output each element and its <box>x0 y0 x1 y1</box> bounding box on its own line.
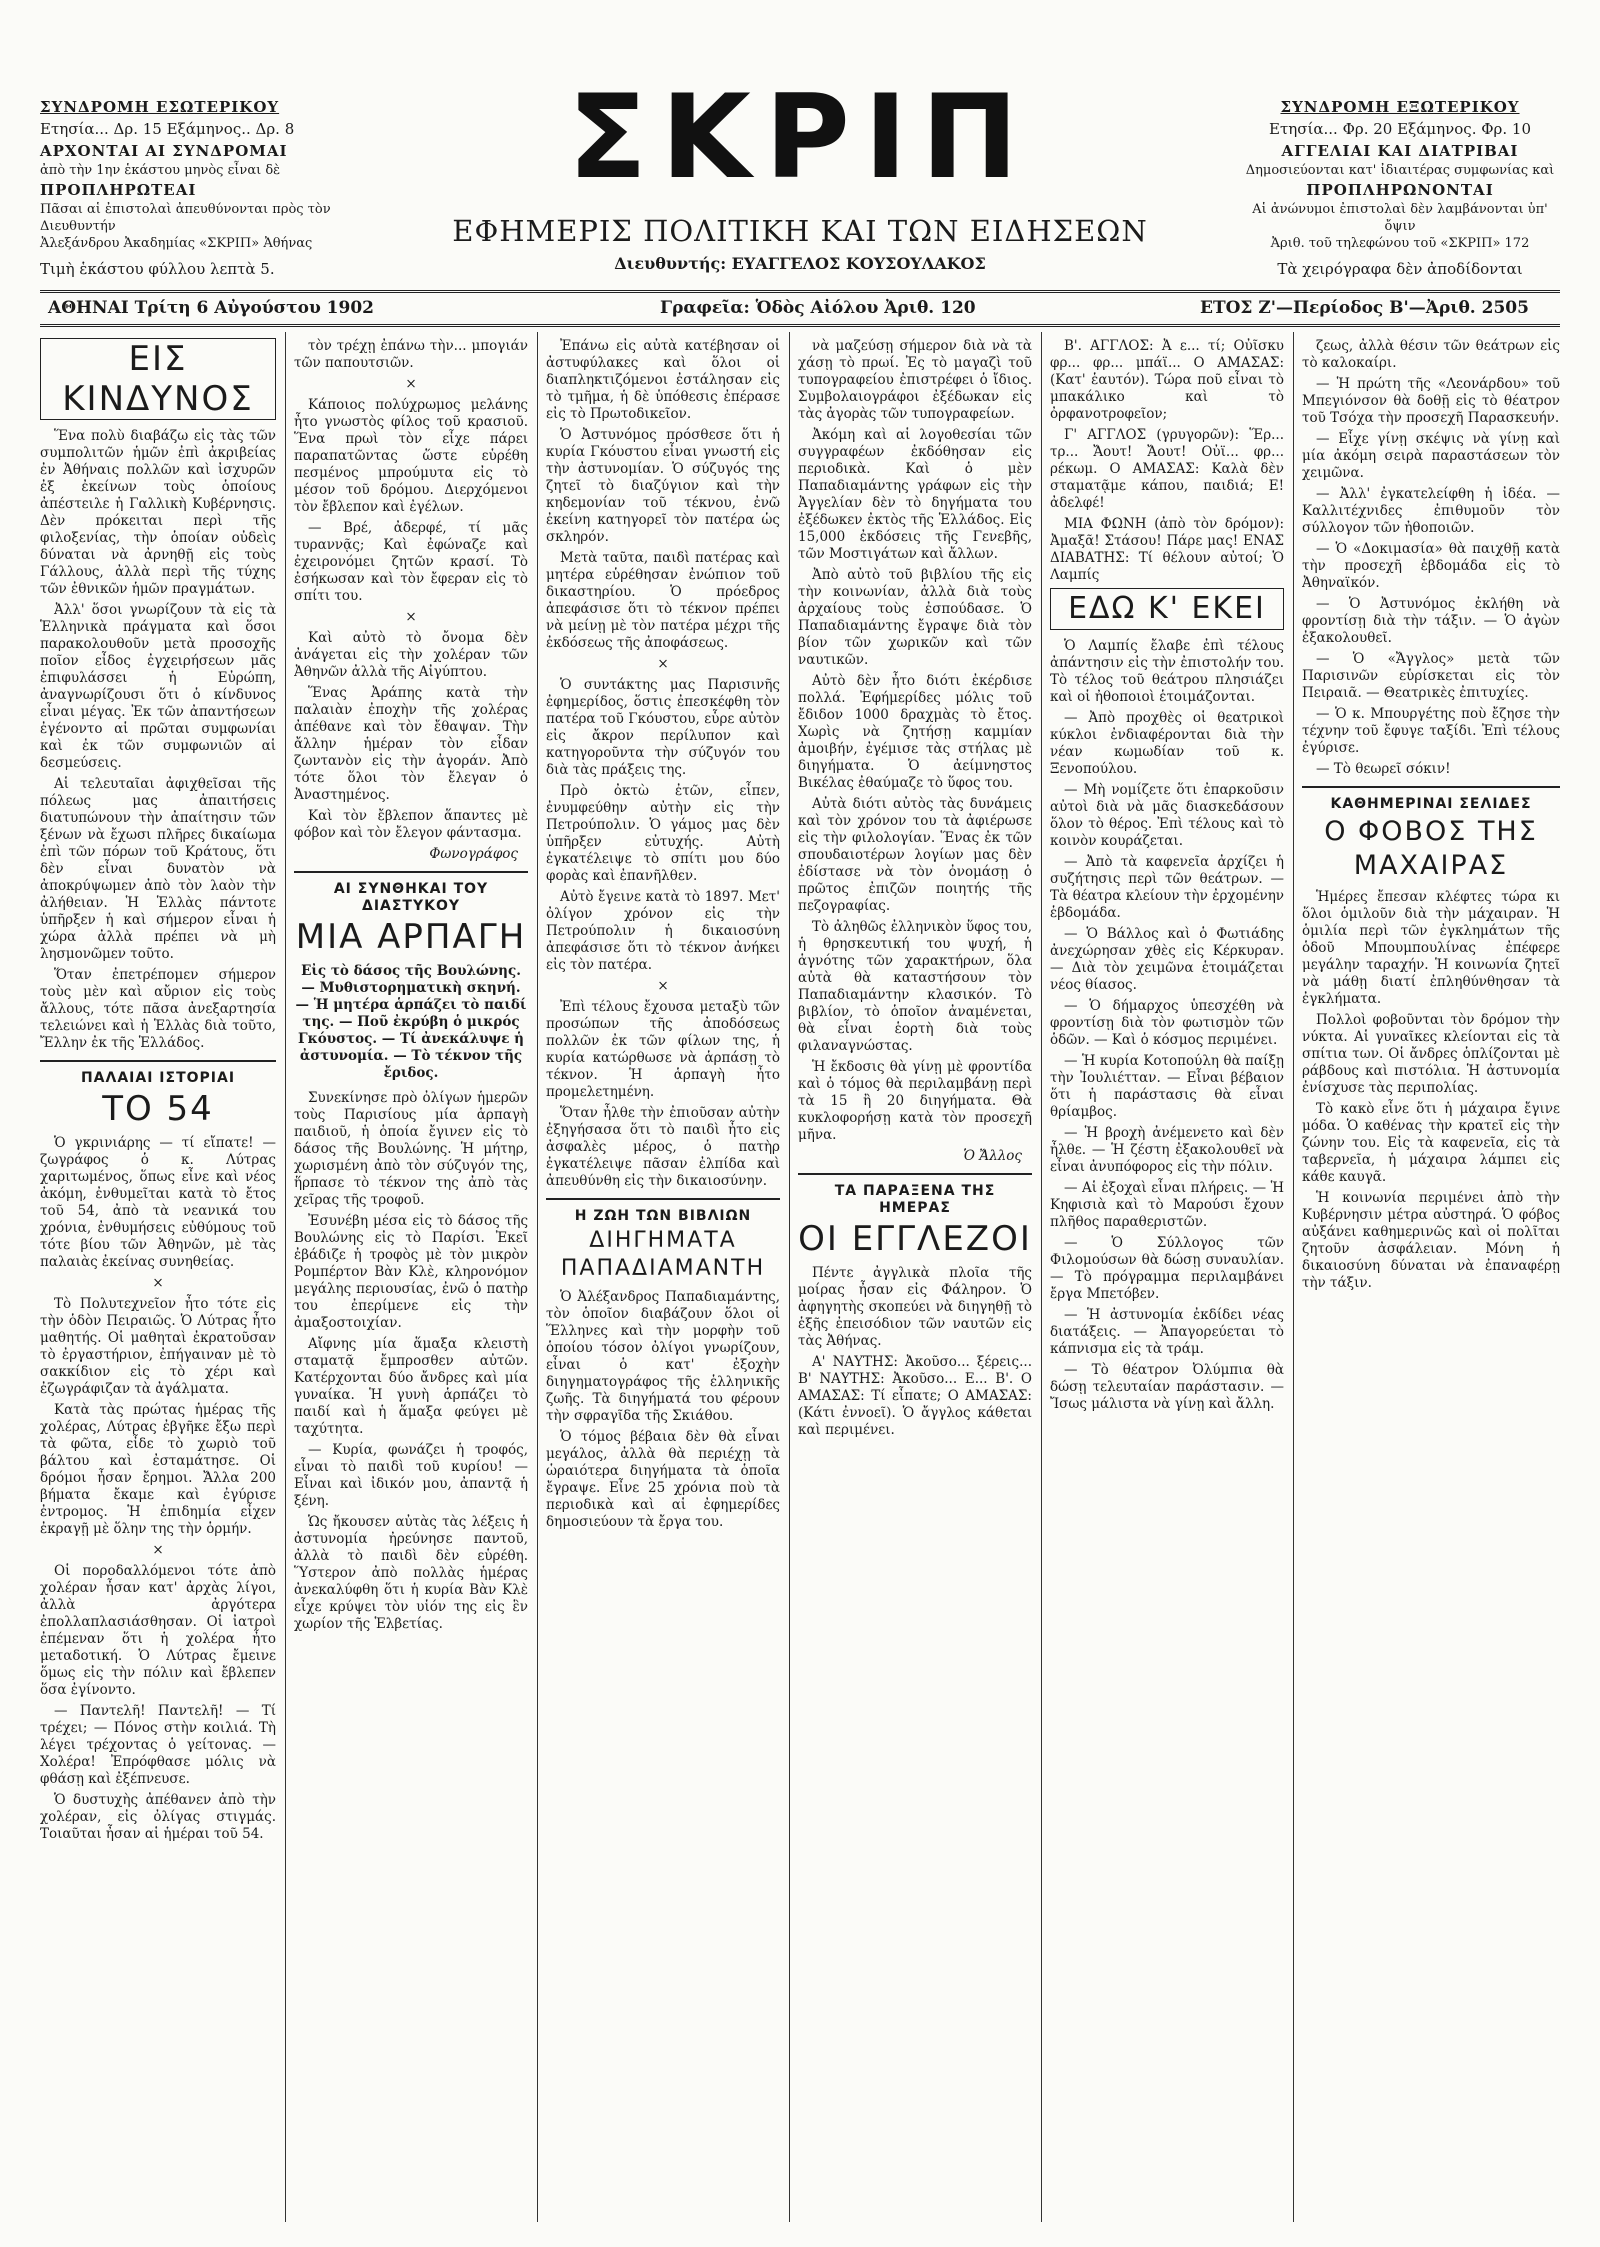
paragraph: Ὁ Λαμπίς ἔλαβε ἐπὶ τέλους ἀπάντησιν εἰς τὴν ἐπιστολήν του. Τὸ τέλος τοῦ θεάτρου πλησιάζει καὶ οἱ ἠθοποιοὶ ἑτοιμάζονται. <box>1050 638 1284 705</box>
paragraph: — Ἡ κυρία Κοτοπούλη θὰ παίξῃ τὴν Ἰουλιέτταν. — Εἶναι βέβαιον ὅτι ἡ παράστασις θὰ εἶναι θρίαμβος. <box>1050 1053 1284 1120</box>
subscription-foreign-line2: Δημοσιεύονται κατ' ἰδιαιτέρας συμφωνίας καὶ <box>1245 163 1555 178</box>
paragraph: — Ὁ Ἀστυνόμος ἐκλήθη νὰ φροντίσῃ διὰ τὴν τάξιν. — Ὁ ἀγὼν ἐξακολουθεῖ. <box>1302 596 1560 646</box>
paragraph: — Ὁ Σύλλογος τῶν Φιλομούσων θὰ δώσῃ συναυλίαν. — Τὸ πρόγραμμα περιλαμβάνει ἔργα Μπετόβεν. <box>1050 1235 1284 1302</box>
paragraph: Τὸ ἀληθῶς ἐλληνικὸν ὕφος του, ἡ θρησκευτική του ψυχή, ἡ ἁγνότης τῶν χαρακτήρων, ὅλα αὐτὰ θὰ καταστήσουν τὸν Παπαδιαμάντην κλασικόν. Τὸ βιβλίον, τὸ ὁποῖον ἀναμένεται, θὰ εἶναι ἑορτὴ διὰ τοὺς φιλαναγνώστας. <box>798 919 1032 1054</box>
article-heading-papadiamantis: ΔΙΗΓΗΜΑΤΑ ΠΑΠΑΔΙΑΜΑΝΤΗ <box>560 1228 766 1281</box>
paragraph: Αἱ τελευταῖαι ἀφιχθεῖσαι τῆς πόλεως μας ἀπαιτήσεις διατυπώνουν τὴν ἀπαίτησιν τῶν ξένων νὰ ἔχωσι πλῆρες δικαίωμα ἐπὶ τῶν πόρων τοῦ Κράτους, ὅτι δὲν εἶναι δυνατὸν νὰ ἀποκρύψωμεν ἀπὸ τὸν λαὸν τὴν ἀλήθειαν. Ἡ Ἑλλὰς πάντοτε ὑπῆρξεν ἡ καὶ σήμερον εἶναι ἡ χώρα ἀλλὰ πρέπει νὰ μὴ λησμονῶμεν τοῦτο. <box>40 776 276 962</box>
subscription-foreign-rates: Ετησία... Φρ. 20 Εξάμηνος. Φρ. 10 <box>1269 120 1531 138</box>
paragraph: Ὅταν ἦλθε τὴν ἐπιοῦσαν αὐτὴν ἐξηγήσασα ὅτι τὸ παιδὶ ἦτο εἰς ἀσφαλὲς μέρος, ὁ πατὴρ ἐγκατέλειψε πᾶσαν ἐλπίδα καὶ ἀπευθύνθη εἰς τὴν δικαιοσύνην. <box>546 1105 780 1189</box>
article-deck: Εἰς τὸ δάσος τῆς Βουλώνης. — Μυθιστορηματικὴ σκηνή. — Ἡ μητέρα ἁρπάζει τὸ παιδί της. — Ποῦ ἐκρύβη ὁ μικρός Γκόυστος. — Τί ἀνεκάλυψε ἡ ἀστυνομία. — Τὸ τέκνον τῆς ἔριδος. <box>295 963 527 1081</box>
paragraph: Ἐπάνω εἰς αὐτὰ κατέβησαν οἱ ἀστυφύλακες καὶ ὅλοι οἱ διαπληκτιζόμενοι ἐστάλησαν εἰς τὸ τμῆμα, ἡ δὲ ὑπόθεσις ἐπέρασε εἰς τὸ Πρωτοδικεῖον. <box>546 338 780 422</box>
paragraph: — Κυρία, φωνάζει ἡ τροφός, εἶναι τὸ παιδὶ τοῦ κυρίου! — Εἶναι καὶ ἰδικόν μου, ἀπαντᾷ ἡ ξένη. <box>294 1442 528 1509</box>
paragraph: — Μὴ νομίζετε ὅτι ἐπαρκοῦσιν αὐτοὶ διὰ νὰ μᾶς διασκεδάσουν ὅλον τὸ θέρος. Ἐπὶ τέλους καὶ τὸ κοινὸν κουράζεται. <box>1050 782 1284 849</box>
paragraph: — Ἀπὸ προχθὲς οἱ θεατρικοὶ κύκλοι ἐνδιαφέρονται διὰ τὴν νέαν κωμωδίαν τοῦ κ. Ξενοπούλου. <box>1050 710 1284 777</box>
section-rule <box>546 1198 780 1200</box>
byline: Ὁ Ἄλλος <box>963 1148 1022 1164</box>
paragraph: Ὡς ἤκουσεν αὐτὰς τὰς λέξεις ἡ ἀστυνομία ἠρεύνησε παντοῦ, ἀλλὰ τὸ παιδὶ δὲν εὑρέθη. Ὕστερον ἀπὸ πολλὰς ἡμέρας ἀνεκαλύφθη ὅτι ἡ κυρία Βὰν Κλὲ εἶχε κρύψει τὸν υἱόν της εἰς ἓν χωρίον τῆς Ἑλβετίας. <box>294 1514 528 1632</box>
paragraph: Ἀκόμη καὶ αἱ λογοθεσίαι τῶν συγγραφέων ἐκδόθησαν εἰς περιοδικὰ. Καὶ ὁ μὲν Παπαδιαμάντης γράφων εἰς τὴν Ἀγγελίαν δὲν τὸ δηγήματα του ἐξέδωκεν ἐκτὸς τῆς Ἑλλάδος. Εἰς 15,000 ἐκδόσεις τῆς Γενεβῆς, τῶν Μοστιγάτων καὶ ἄλλων. <box>798 427 1032 562</box>
separator-mark: × <box>152 1275 164 1291</box>
article-heading-englezoi: ΟΙ ΕΓΓΛΕΖΟΙ <box>798 1219 1032 1259</box>
paragraph: — Ἡ πρώτη τῆς «Λεονάρδου» τοῦ Μπεγιόνσον θὰ δοθῇ εἰς τὸ θέατρον τοῦ Τσόχα τὴν προσεχῆ Παρασκευήν. <box>1302 376 1560 426</box>
section-heading: ΑΙ ΣΥΝΘΗΚΑΙ ΤΟΥ ΔΙΑΣΤΥΚΟΥ <box>333 881 489 914</box>
subscription-domestic <box>40 96 350 280</box>
paragraph: — Παντελῆ! Παντελῆ! — Τί τρέχει; — Πόνος στὴν κοιλιά. Τὴ λέγει τρέχοντας ὁ γείτονας. — Χολέρα! Ἐπρόφθασε μόλις νὰ φθάσῃ καὶ ἐξέπνευσε. <box>40 1703 276 1787</box>
column-2 <box>294 338 528 2208</box>
subscription-domestic-line4: Πᾶσαι αἱ ἐπιστολαὶ ἀπευθύνονται πρὸς τὸν Διευθυντήν <box>40 202 331 234</box>
issue-date: ΑΘΗΝΑΙ Τρίτη 6 Αὐγούστου 1902 <box>48 298 374 318</box>
section-rule <box>1302 786 1560 788</box>
paragraph: Γ' ΑΓΓΛΟΣ (γρυγορῶν): Ἕρ... τρ... Ἄουτ! Ἄουτ! Οὐϊ... φρ... ρέκωμ. Ο ΑΜΑΣΑΣ: Καλὰ δὲν σταματᾷμε κάπου, παιδιά; Ε! ἀδελφέ! <box>1050 427 1284 511</box>
masthead-rule-top <box>40 290 1560 293</box>
subscription-foreign-line1: ΑΓΓΕΛΙΑΙ ΚΑΙ ΔΙΑΤΡΙΒΑΙ <box>1281 142 1519 160</box>
paragraph: Ἐσυνέβη μέσα εἰς τὸ δάσος τῆς Βουλώνης εἰς τὸ Παρίσι. Ἐκεῖ ἐβάδιζε ἡ τροφὸς μὲ τὸν μικρὸν Ρομπέρτον Βὰν Κλὲ, κληρονόμον μεγάλης περιουσίας, ἐνῶ ὁ πατὴρ του ἐπερίμενε εἰς τὴν ἀμαξοστοιχίαν. <box>294 1213 528 1331</box>
paragraph: Ἡ κοινωνία περιμένει ἀπὸ τὴν Κυβέρνησιν μέτρα αὐστηρά. Ὁ φόβος αὐξάνει καθημερινῶς καὶ οἱ πολῖται ζητοῦν ἀσφάλειαν. Μόνη ἡ δικαιοσύνη δύναται νὰ ἐπαναφέρῃ τὴν τάξιν. <box>1302 1190 1560 1291</box>
paragraph: Ἀλλ' ὅσοι γνωρίζουν τὰ εἰς τὰ Ἑλληνικὰ πράγματα καὶ ὅσοι παρακολουθοῦν μετὰ προσοχῆς ποῖον εἶδος ἐγχειρήσεων μᾶς ἐπιφυλάσσει ἡ Εὐρώπη, ἀναγνωρίζουσι ὅτι ὁ κίνδυνος εἶναι μέγας. Ἐκ τῶν ἀπαντήσεων ἐγένοντο αἱ πρῶται συμφωνίαι καὶ ἐκ τῶν συμφωνιῶν αἱ δεσμεύσεις. <box>40 602 276 771</box>
subscription-foreign-heading: ΣΥΝΔΡΟΜΗ ΕΞΩΤΕΡΙΚΟΥ <box>1280 98 1520 116</box>
paragraph: νὰ μαζεύσῃ σήμερον διὰ νὰ τὰ χάσῃ τὸ πρωί. Ἐς τὸ μαγαζὶ τοῦ τυπογραφείου ἐπιστρέφει ὁ ἴδιος. Συμβολαιογράφοι ἐξέδωκαν εἰς τὰς ἀγορὰς τῶν τυπογραφείων. <box>798 338 1032 422</box>
paragraph: Ἐπὶ τέλους ἔχουσα μεταξὺ τῶν προσώπων τῆς ἀποδόσεως πολλῶν ἐκ τῶν φίλων της, ἡ κυρία κατώρθωσε νὰ ἁρπάσῃ τὸ τέκνον. Ἡ ἁρπαγὴ ἦτο προμελετημένη. <box>546 999 780 1100</box>
column-1 <box>40 338 276 2208</box>
paragraph: Πρὸ ὀκτὼ ἐτῶν, εἶπεν, ἐνυμφεύθην αὐτὴν εἰς τὴν Πετρούπολιν. Ὁ γάμος μας δὲν ὑπῆρξεν εὐτυχής. Αὐτὴ ἐγκατέλειψε τὸ σπίτι μου δύο φορὰς καὶ ἐπανῆλθεν. <box>546 783 780 884</box>
byline: Φωνογράφος <box>429 846 518 862</box>
paragraph: Πολλοὶ φοβοῦνται τὸν δρόμον τὴν νύκτα. Αἱ γυναῖκες κλείονται εἰς τὰ σπίτια των. Οἱ ἄνδρες ὁπλίζονται μὲ ράβδους καὶ πιστόλια. Ἡ ἀστυνομία ἐνίσχυσε τὰς περιπολίας. <box>1302 1012 1560 1096</box>
article-heading-to-54: ΤΟ 54 <box>102 1089 214 1129</box>
newspaper-editor: Διευθυντής: ΕΥΑΓΓΕΛΟΣ ΚΟΥΣΟΥΛΑΚΟΣ <box>614 254 986 273</box>
paragraph: Ὁ τόμος βέβαια δὲν θὰ εἶναι μεγάλος, ἀλλὰ θὰ περιέχῃ τὰ ὡραιότερα διηγήματα τὰ ὁποῖα ἔγραψε. Εἶνε 25 χρόνια ποὺ τὰ περιοδικὰ καὶ αἱ ἐφημερίδες δημοσιεύουν τὰ ἔργα του. <box>546 1429 780 1530</box>
paragraph: Αὐτὸ ἔγεινε κατὰ τὸ 1897. Μετ' ὀλίγον χρόνον εἰς τὴν Πετρούπολιν ἡ δικαιοσύνη ἀπεφάσισε ὅτι τὸ τέκνον ἀνήκει εἰς τὸν πατέρα. <box>546 889 780 973</box>
office-address: Γραφεῖα: Ὁδὸς Αἰόλου Ἀριθ. 120 <box>660 298 976 318</box>
paragraph: ΜΙΑ ΦΩΝΗ (ἀπὸ τὸν δρόμον): Ἀμαξᾶ! Στάσου! Πάρε μας! ΕΝΑΣ ΔΙΑΒΑΤΗΣ: Τί θέλουν αὐτοί; Ὁ Λαμπίς <box>1050 516 1284 583</box>
paragraph: — Ὁ Βάλλος καὶ ὁ Φωτιάδης ἀνεχώρησαν χθὲς εἰς Κέρκυραν. — Διὰ τὸν χειμῶνα ἑτοιμάζεται νέος θίασος. <box>1050 926 1284 993</box>
article-heading-edo-k-ekei: ΕΔΩ Κ' ΕΚΕΙ <box>1050 588 1284 630</box>
column-3 <box>546 338 780 2208</box>
paragraph: — Ἀπὸ τὰ καφενεῖα ἀρχίζει ἡ συζήτησις περὶ τῶν θεάτρων. — Τὰ θέατρα κλείουν τὴν ἐρχομένην ἑβδομάδα. <box>1050 854 1284 921</box>
subscription-domestic-line3: ΠΡΟΠΛΗΡΩΤΕΑΙ <box>40 181 197 199</box>
paragraph: — Ὁ κ. Μπουργέτης ποὺ ἔζησε τὴν τέχνην τοῦ ἔφυγε ταξίδι. Ἐπὶ τέλους ἐγύρισε. <box>1302 706 1560 756</box>
section-rule <box>40 1060 276 1062</box>
paragraph: — Εἶχε γίνῃ σκέψις νὰ γίνῃ καὶ μία ἀκόμη σειρὰ παραστάσεων τὸν χειμῶνα. <box>1302 431 1560 481</box>
subscription-domestic-rates: Ετησία... Δρ. 15 Εξάμηνος.. Δρ. 8 <box>40 120 295 138</box>
paragraph: Πέντε ἀγγλικὰ πλοῖα τῆς μοίρας ἦσαν εἰς Φάληρον. Ὁ ἀφηγητὴς σκοπεύει νὰ διηγηθῇ τὸ ἑξῆς ἐπεισόδιον τῶν ναυτῶν εἰς τὰς Ἀθήνας. <box>798 1265 1032 1349</box>
paragraph: Κάποιος πολύχρωμος μελάνης ἦτο γνωστὸς φίλος τοῦ κρασιοῦ. Ἕνα πρωὶ τὸν εἶχε πάρει παραπατῶντας ὥστε εὑρέθη πεσμένος μπρούμυτα εἰς τὸ μέσον τοῦ δρόμου. Διερχόμενοι τὸν ἔβλεπον καὶ ἐγέλων. <box>294 397 528 515</box>
paragraph: Ἀπὸ αὐτὸ τοῦ βιβλίου τῆς εἰς τὴν κοινωνίαν, ἀλλὰ διὰ τοὺς ἀρχαίους τοὺς ἐσπούδασε. Ὁ Παπαδιαμάντης ἔγραψε διὰ τὸν βίον τῶν χωρικῶν καὶ τῶν ναυτικῶν. <box>798 567 1032 668</box>
paragraph: — Ἀλλ' ἐγκατελείφθη ἡ ἰδέα. — Καλλιτέχνιδες ἐπιθυμοῦν τὸν σύλλογον τῶν ἠθοποιῶν. <box>1302 486 1560 536</box>
paragraph: Β'. ΑΓΓΛΟΣ: Ἀ ε... τί; Οὐῖσκυ φρ... φρ... μπάϊ... Ο ΑΜΑΣΑΣ: (Κατ' ἑαυτόν). Τώρα ποῦ εἶναι τὸ μπακάλικο καὶ τὸ ὀρφανοτροφεῖον; <box>1050 338 1284 422</box>
section-rule <box>294 871 528 873</box>
masthead-rule-bottom <box>40 324 1560 327</box>
paragraph: Συνεκίνησε πρὸ ὀλίγων ἡμερῶν τοὺς Παρισίους μία ἁρπαγὴ παιδιοῦ, ἡ ὁποία ἔγινεν εἰς τὸ δάσος τῆς Βουλώνης. Ἡ μήτηρ, χωρισμένη ἀπὸ τὸν σύζυγόν της, ἥρπασε τὸ τέκνον της ἀπὸ τὰς χεῖρας τῆς τροφοῦ. <box>294 1090 528 1208</box>
paragraph: Οἱ ποροδαλλόμενοι τότε ἀπὸ χολέραν ἦσαν κατ' ἀρχὰς λίγοι, ἀλλὰ ἀργότερα ἐπολλαπλασιάσθησαν. Οἱ ἰατροὶ ἐπέμεναν ὅτι ἡ χολέρα ἦτο μεταδοτική. Ὁ Λύτρας ἔμεινε ὅμως εἰς τὴν πόλιν καὶ ἔβλεπεν ὅσα ἐγίνοντο. <box>40 1563 276 1698</box>
paragraph: — Αἱ ἐξοχαὶ εἶναι πλήρεις. — Ἡ Κηφισιὰ καὶ τὸ Μαρούσι ἔχουν πλῆθος παραθεριστῶν. <box>1050 1180 1284 1230</box>
separator-mark: × <box>657 656 669 672</box>
paragraph: Ἕνας Ἀράπης κατὰ τὴν παλαιὰν ἐποχὴν τῆς χολέρας ἀπέθανε καὶ τὸν ἔθαψαν. Τὴν ἄλλην ἡμέραν τὸν εἶδαν ζωντανὸν εἰς τὴν ἀγοράν. Ἀπὸ τότε ὅλοι τὸν ἔλεγαν ὁ Ἀναστημένος. <box>294 685 528 803</box>
paragraph: Ὅταν ἐπετρέπομεν σήμερον τοὺς μὲν καὶ αὔριον εἰς τοὺς ἄλλους, τότε πᾶσα ἀνεξαρτησία τελειώνει καὶ ἡ Ἑλλὰς διὰ τοῦτο, Ἔλλην ἐκ τῆς Ἑλλάδος. <box>40 967 276 1051</box>
paragraph: Ὁ Ἀλέξανδρος Παπαδιαμάντης, τὸν ὁποῖον διαβάζουν ὅλοι οἱ Ἕλληνες καὶ τὴν μορφὴν τοῦ ὁποίου τόσον ὀλίγοι γνωρίζουν, εἶναι ὁ κατ' ἐξοχὴν διηγηματογράφος τῆς ἑλληνικῆς ζωῆς. Τὰ διηγήματά του φέρουν τὴν σφραγῖδα τῆς Σκιάθου. <box>546 1289 780 1424</box>
paragraph: — Ὁ «Δοκιμασία» θὰ παιχθῇ κατὰ τὴν προσεχῆ ἑβδομάδα εἰς τὸ Ἀθηναϊκόν. <box>1302 541 1560 591</box>
article-heading-kindynos: ΕΙΣ ΚΙΝΔΥΝΟΣ <box>40 338 276 420</box>
column-4 <box>798 338 1032 2208</box>
manuscripts-note: Τὰ χειρόγραφα δὲν ἀποδίδονται <box>1277 260 1523 278</box>
subscription-foreign-line5: Ἀριθ. τοῦ τηλεφώνου τοῦ «ΣΚΡΙΠ» 172 <box>1270 236 1530 251</box>
subscription-domestic-line2: ἀπὸ τὴν 1ην ἑκάστου μηνὸς εἶναι δὲ <box>40 163 281 178</box>
section-heading-book-life: Η ΖΩΗ ΤΩΝ ΒΙΒΛΙΩΝ <box>574 1208 752 1224</box>
paragraph: Καὶ τὸν ἔβλεπον ἅπαντες μὲ φόβον καὶ τὸν ἔλεγον φάντασμα. <box>294 808 528 841</box>
separator-mark: × <box>152 1542 164 1558</box>
column-6 <box>1302 338 1560 2208</box>
separator-mark: × <box>405 376 417 392</box>
separator-mark: × <box>657 978 669 994</box>
paragraph: Ἡμέρες ἔπεσαν κλέφτες τώρα κι ὅλοι ὁμιλοῦν διὰ τὴν μάχαιραν. Ἡ ὁμιλία περὶ τῶν ἐγκλημάτων τῆς ὁδοῦ Μπουμπουλίνας ἐπέφερε μεγάλην ταραχήν. Ἡ κοινωνία ζητεῖ νὰ μάθῃ διατί ἐπληθύνθησαν τὰ ἐγκλήματα. <box>1302 889 1560 1007</box>
paragraph: Ὁ δυστυχὴς ἀπέθανεν ἀπὸ τὴν χολέραν, εἰς ὀλίγας στιγμάς. Τοιαῦται ἦσαν αἱ ἡμέραι τοῦ 54. <box>40 1792 276 1842</box>
column-divider <box>1293 332 1294 2222</box>
subscription-domestic-heading: ΣΥΝΔΡΟΜΗ ΕΣΩΤΕΡΙΚΟΥ <box>40 98 280 116</box>
paragraph: Ἡ ἔκδοσις θὰ γίνῃ μὲ φροντίδα καὶ ὁ τόμος θὰ περιλαμβάνῃ περὶ τὰ 15 ἢ 20 διηγήματα. Θὰ κυκλοφορήσῃ κατὰ τὸν προσεχῆ μῆνα. <box>798 1059 1032 1143</box>
paragraph: Ἕνα πολὺ διαβάζω εἰς τὰς τῶν συμπολιτῶν ἡμῶν ἐπὶ ἀκριβείας ἐν Ἀθήναις πολλῶν καὶ ἰσχυρῶν ἐξ ἐκείνων τοὺς ὁποίους ἀπέστειλε ἡ Γαλλικὴ Κυβέρνησις. Δὲν πρόκειται περὶ τῆς φιλοξενίας, τὴν ὁποίαν οὐδεὶς δύναται νὰ ἀρνηθῇ εἰς τοὺς Γάλλους, ἀλλὰ περὶ τῆς τύχης τῶν ἐθνικῶν ἡμῶν πραγμάτων. <box>40 428 276 597</box>
paragraph: Α' ΝΑΥΤΗΣ: Ἀκοῦσο... ξέρεις... Β' ΝΑΥΤΗΣ: Ἀκοῦσο... Ε... Β'. Ο ΑΜΑΣΑΣ: Τί εἶπατε; Ο ΑΜΑΣΑΣ: (Κάτι ἐννοεῖ). Ὁ ἄγγλος κάθεται καὶ περιμένει. <box>798 1354 1032 1438</box>
paragraph: — Βρέ, ἀδερφέ, τί μᾶς τυραννᾷς; Καὶ ἐφώναζε καὶ ἐχειρονόμει ζητῶν κρασί. Τὸ ἐσήκωσαν καὶ τὸν ἔφεραν εἰς τὸ σπίτι του. <box>294 520 528 604</box>
subscription-foreign-line4: Αἱ ἀνώνυμοι ἐπιστολαὶ δὲν λαμβάνονται ὑπ' ὄψιν <box>1252 202 1548 234</box>
paragraph: Αὐτὸ δὲν ἦτο διότι ἐκέρδισε πολλά. Ἐφήμερίδες μόλις τοῦ ἔδιδον 1000 δραχμὰς τὸ ἔτος. Χωρὶς νὰ ζητήσῃ καμμίαν ἀμοιβήν, ἐγέμισε τὰς στήλας μὲ διηγήματα. Ὁ ἀείμνηστος Βικέλας ἐθαύμαζε τὸ ὕφος του. <box>798 673 1032 791</box>
paragraph: — Τὸ θεωρεῖ σόκιν! <box>1316 761 1451 777</box>
dateline <box>40 296 1560 322</box>
paragraph: Κατὰ τὰς πρώτας ἡμέρας τῆς χολέρας, Λύτρας ἐβγῆκε ἔξω περὶ τὰ φῶτα, εἶδε τὸ χωριὸ τοῦ βάλτου καὶ ἐσταμάτησε. Οἱ δρόμοι ἦσαν ἔρημοι. Ἄλλα 200 βήματα ἔκαμε καὶ ἐγύρισε ἐντρομος. Ἡ ἐπιδημία εἶχεν ἐκραγῇ μὲ ὅλην της τὴν ὁρμήν. <box>40 1402 276 1537</box>
paragraph: ζεως, ἀλλὰ θέσιν τῶν θεάτρων εἰς τὸ καλοκαίρι. <box>1302 338 1560 371</box>
paragraph: — Ὁ δήμαρχος ὑπεσχέθη νὰ φροντίσῃ διὰ τὸν φωτισμὸν τῶν ὁδῶν. — Καὶ ὁ κόσμος περιμένει. <box>1050 998 1284 1048</box>
paragraph: Καὶ αὐτὸ τὸ ὄνομα δὲν ἀνάγεται εἰς τὴν χολέραν τῶν Ἀθηνῶν ἀλλὰ τῆς Αἰγύπτου. <box>294 630 528 680</box>
paragraph: Ὁ Ἀστυνόμος πρόσθεσε ὅτι ἡ κυρία Γκόυστου εἶναι γνωστή εἰς τὴν ἀστυνομίαν. Ὁ σύζυγός της ζητεῖ τὸ διαζύγιον καὶ τὴν κηδεμονίαν τοῦ τέκνου, ἐνῶ ἐκείνη κατηγορεῖ τὸν πατέρα ὡς σκληρόν. <box>546 427 780 545</box>
article-heading-fear-of-knife: Ο ΦΟΒΟΣ ΤΗΣ ΜΑΧΑΙΡΑΣ <box>1324 816 1538 881</box>
issue-number: ΕΤΟΣ Ζ'—Περίοδος Β'—Ἀριθ. 2505 <box>1200 298 1529 318</box>
section-rule <box>798 1173 1032 1175</box>
paragraph: τὸν τρέχῃ ἐπάνω τὴν... μπογιάν τῶν παπουτσιῶν. <box>294 338 528 371</box>
column-divider <box>285 332 286 2222</box>
article-heading-mia-arpagi: ΜΙΑ ΑΡΠΑΓΗ <box>295 917 527 957</box>
paragraph: Τὸ Πολυτεχνεῖον ἦτο τότε εἰς τὴν ὁδὸν Πειραιῶς. Ὁ Λύτρας ἦτο μαθητής. Οἱ μαθηταὶ ἐκρατοῦσαν τὸ ἐργαστήριον, ἐπήγαιναν μὲ τὸ σακκίδιον εἰς τὸ χέρι καὶ ἐζωγράφιζαν τὰ ἀγάλματα. <box>40 1296 276 1397</box>
paragraph: Ὁ συντάκτης μας Παρισινῆς ἐφημερίδος, ὅστις ἐπεσκέφθη τὸν πατέρα τοῦ Γκόυστου, εὗρε αὐτὸν εἰς ἄκρον περίλυπον καὶ κατηγοροῦντα τὴν σύζυγόν του διὰ τὰς πράξεις της. <box>546 677 780 778</box>
section-heading-daily-pages: ΚΑΘΗΜΕΡΙΝΑΙ ΣΕΛΙΔΕΣ <box>1330 796 1532 812</box>
paragraph: Αὐτὰ διότι αὐτὸς τὰς δυνάμεις καὶ τὸν χρόνον του τὰ ἀφιέρωσε εἰς τὴν φιλολογίαν. Ἕνας ἐκ τῶν σπουδαιοτέρων λογίων μας δὲν ἐδίστασε νὰ τὸν ὀνομάσῃ ὁ πρῶτος ἐπιζῶν ποιητής τῆς πεζογραφίας. <box>798 796 1032 914</box>
paragraph: Ὁ γκρινιάρης — τί εἴπατε! — ζωγράφος ὁ κ. Λύτρας χαριτωμένος, ὅπως εἶνε καὶ νέος ἀκόμη, ἐνθυμεῖται κατὰ τὸ ἔτος τοῦ 54, ἀπὸ τὰ νεανικά του χρόνια, ἐνθυμήσεις εὐθύμους τοῦ τότε βίου τῶν Ἀθηνῶν, μὲ τὰς παλαιὰς ἐκείνας συνηθείας. <box>40 1135 276 1270</box>
subscription-foreign-line3: ΠΡΟΠΛΗΡΩΝΟΝΤΑΙ <box>1306 181 1494 199</box>
separator-mark: × <box>405 609 417 625</box>
subscription-domestic-line1: ΑΡΧΟΝΤΑΙ ΑΙ ΣΥΝΔΡΟΜΑΙ <box>40 142 288 160</box>
subscription-foreign <box>1245 96 1555 280</box>
paragraph: Τὸ κακὸ εἶνε ὅτι ἡ μάχαιρα ἔγινε μόδα. Ὁ καθένας τὴν κρατεῖ εἰς τὴν ζώνην του. Εἰς τὰ καφενεῖα, εἰς τὰ ταβερνεῖα, ἡ μάχαιρα λάμπει εἰς κάθε καυγᾶ. <box>1302 1101 1560 1185</box>
column-divider <box>537 332 538 2222</box>
newspaper-title: ΣΚΡΙΠ <box>567 70 1033 205</box>
paragraph: — Ὁ «Ἄγγλος» μετὰ τῶν Παρισινῶν εὑρίσκεται εἰς τὸν Πειραιᾶ. — Θεατρικὲς ἐπιτυχίες. <box>1302 651 1560 701</box>
paragraph: — Τὸ θέατρον Ὀλύμπια θὰ δώσῃ τελευταίαν παράστασιν. — Ἴσως μάλιστα νὰ γίνῃ καὶ ἄλλη. <box>1050 1362 1284 1412</box>
column-5 <box>1050 338 1284 2208</box>
subscription-domestic-line5: Ἀλεξάνδρου Ἀκαδημίας «ΣΚΡΙΠ» Ἀθήνας <box>40 236 313 251</box>
paragraph: — Ἡ ἀστυνομία ἐκδίδει νέας διατάξεις. — Ἀπαγορεύεται τὸ κάπνισμα εἰς τὰ τράμ. <box>1050 1307 1284 1357</box>
paragraph: Αἴφνης μία ἅμαξα κλειστὴ σταματᾷ ἔμπροσθεν αὐτῶν. Κατέρχονται δύο ἄνδρες καὶ μία γυναίκα. Ἡ γυνὴ ἁρπάζει τὸ παιδί καὶ ἡ ἅμαξα φεύγει μὲ ταχύτητα. <box>294 1336 528 1437</box>
section-heading-oddities: ΤΑ ΠΑΡΑΞΕΝΑ ΤΗΣ ΗΜΕΡΑΣ <box>834 1183 996 1216</box>
section-heading-old-stories: ΠΑΛΑΙΑΙ ΙΣΤΟΡΙΑΙ <box>80 1070 236 1086</box>
column-divider <box>789 332 790 2222</box>
newspaper-subtitle: ΕΦΗΜΕΡΙΣ ΠΟΛΙΤΙΚΗ ΚΑΙ ΤΩΝ ΕΙΔΗΣΕΩΝ <box>452 214 1148 248</box>
paragraph: Μετὰ ταῦτα, παιδὶ πατέρας καὶ μητέρα εὑρέθησαν ἐνώπιον τοῦ δικαστηρίου. Ὁ πρόεδρος ἀπεφάσισε ὅτι τὸ τέκνον πρέπει νὰ μείνῃ μὲ τὸν πατέρα μέχρι τῆς ἐκδόσεως τῆς ἀποφάσεως. <box>546 550 780 651</box>
issue-price: Τιμὴ ἑκάστου φύλλου λεπτὰ 5. <box>40 260 275 278</box>
paragraph: — Ἡ βροχὴ ἀνέμενετο καὶ δὲν ἦλθε. — Ἡ ζέστη ἐξακολουθεῖ νὰ εἶναι ἀνυπόφορος εἰς τὴν πόλιν. <box>1050 1125 1284 1175</box>
column-divider <box>1041 332 1042 2222</box>
